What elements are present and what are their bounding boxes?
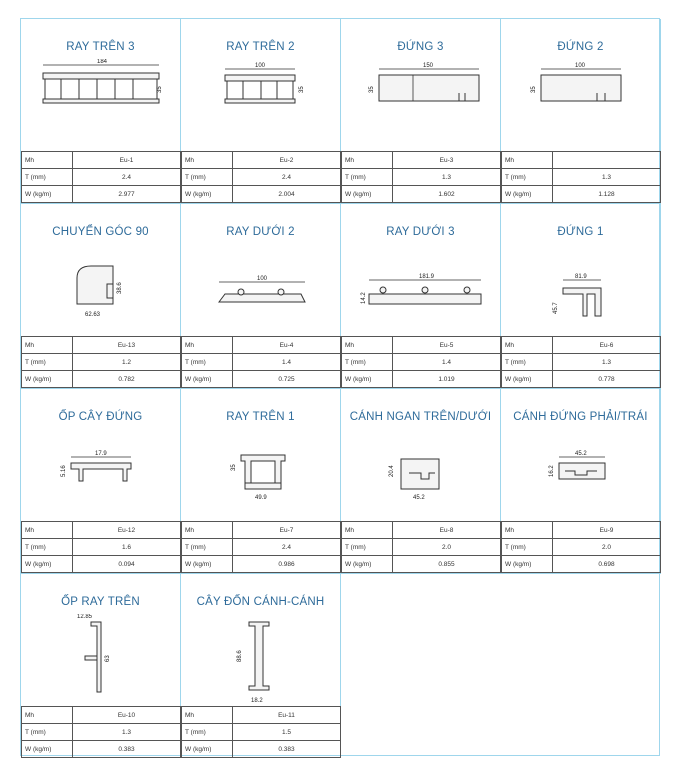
profile-title: ĐỨNG 1: [557, 226, 604, 238]
svg-text:35: 35: [231, 464, 237, 471]
spec-table: Mh Eu-2 T (mm) 2.4 W (kg/m) 2.004: [181, 151, 341, 203]
catalog-sheet: [20, 18, 660, 756]
profile-card: [501, 204, 661, 389]
svg-text:18.2: 18.2: [251, 698, 263, 704]
spec-table: Mh Eu-10 T (mm) 1.3 W (kg/m) 0.383: [21, 706, 181, 758]
profile-drawing: [501, 244, 661, 334]
svg-text:150: 150: [423, 63, 434, 69]
svg-text:88.6: 88.6: [237, 650, 243, 662]
profile-card: [181, 389, 341, 574]
svg-text:63: 63: [105, 655, 111, 662]
profile-card: [341, 204, 501, 389]
profile-drawing: [181, 244, 341, 334]
profile-title: CÂY ĐỐN CÁNH-CÁNH: [196, 596, 325, 608]
profile-title: ỐP RAY TRÊN: [61, 596, 140, 608]
profile-drawing: [501, 59, 661, 149]
profile-title: ỐP CÂY ĐỨNG: [58, 411, 143, 423]
svg-text:45.2: 45.2: [575, 451, 587, 457]
profile-drawing: [21, 244, 181, 334]
profile-drawing: [21, 59, 181, 149]
spec-table: Mh Eu-11 T (mm) 1.5 W (kg/m) 0.383: [181, 706, 341, 758]
profile-card: [21, 19, 181, 204]
profile-drawing: [501, 429, 661, 519]
spec-table: Mh Eu-3 T (mm) 1.3 W (kg/m) 1.602: [341, 151, 501, 203]
svg-text:35: 35: [369, 86, 375, 93]
svg-text:62.63: 62.63: [85, 312, 101, 318]
profile-title: CÁNH ĐỨNG PHẢI/TRÁI: [513, 411, 648, 423]
svg-text:5.16: 5.16: [61, 465, 67, 477]
spec-table: Mh Eu-8 T (mm) 2.0 W (kg/m) 0.855: [341, 521, 501, 573]
svg-text:100: 100: [575, 63, 586, 69]
svg-text:14.2: 14.2: [361, 292, 367, 304]
spec-table: Mh Eu-6 T (mm) 1.3 W (kg/m) 0.778: [501, 336, 661, 388]
spec-table: Mh Eu-13 T (mm) 1.2 W (kg/m) 0.782: [21, 336, 181, 388]
profile-card: [501, 19, 661, 204]
spec-table: Mh Eu-1 T (mm) 2.4 W (kg/m) 2.977: [21, 151, 181, 203]
svg-text:45.7: 45.7: [553, 302, 559, 314]
svg-text:181.9: 181.9: [419, 274, 435, 280]
svg-text:49.9: 49.9: [255, 495, 267, 501]
profile-card: [341, 389, 501, 574]
spec-table: Mh Eu-9 T (mm) 2.0 W (kg/m) 0.698: [501, 521, 661, 573]
svg-text:100: 100: [255, 63, 266, 69]
spec-table: Mh T (mm) 1.3 W (kg/m) 1.128: [501, 151, 661, 203]
svg-text:35: 35: [299, 86, 305, 93]
profile-card: [21, 389, 181, 574]
spec-table: Mh Eu-12 T (mm) 1.6 W (kg/m) 0.094: [21, 521, 181, 573]
profile-title: RAY TRÊN 2: [226, 41, 295, 53]
profile-card: [341, 19, 501, 204]
spec-table: Mh Eu-5 T (mm) 1.4 W (kg/m) 1.019: [341, 336, 501, 388]
svg-text:38.6: 38.6: [117, 282, 123, 294]
profile-card: [181, 574, 341, 757]
profile-drawing: [181, 429, 341, 519]
spec-table: Mh Eu-4 T (mm) 1.4 W (kg/m) 0.725: [181, 336, 341, 388]
profile-card: [21, 204, 181, 389]
profile-drawing: [21, 429, 181, 519]
profile-drawing: [181, 59, 341, 149]
svg-text:20.4: 20.4: [389, 465, 395, 477]
dim-label: 184: [97, 59, 108, 65]
profile-title: RAY DƯỚI 3: [386, 226, 455, 238]
profile-card: [21, 574, 181, 757]
profile-drawing: [181, 614, 341, 704]
profile-card: [181, 19, 341, 204]
profile-title: RAY TRÊN 1: [226, 411, 295, 423]
profile-title: ĐỨNG 2: [557, 41, 604, 53]
svg-text:100: 100: [257, 276, 268, 282]
profile-title: RAY DƯỚI 2: [226, 226, 295, 238]
profile-drawing: [341, 59, 501, 149]
profile-card: [181, 204, 341, 389]
profile-drawing: [21, 614, 181, 704]
profile-card: [501, 389, 661, 574]
profile-title: CHUYỂN GÓC 90: [52, 226, 149, 238]
svg-text:12.85: 12.85: [77, 614, 93, 620]
profile-title: RAY TRÊN 3: [66, 41, 135, 53]
spec-table: Mh Eu-7 T (mm) 2.4 W (kg/m) 0.986: [181, 521, 341, 573]
svg-text:17.9: 17.9: [95, 451, 107, 457]
svg-text:81.9: 81.9: [575, 274, 587, 280]
profile-title: ĐỨNG 3: [397, 41, 444, 53]
dim-label: 35: [157, 86, 163, 93]
profile-drawing: [341, 429, 501, 519]
svg-text:45.2: 45.2: [413, 495, 425, 501]
profile-title: CÁNH NGAN TRÊN/DƯỚI: [349, 411, 492, 423]
profile-drawing: [341, 244, 501, 334]
svg-text:16.2: 16.2: [549, 465, 555, 477]
svg-text:35: 35: [531, 86, 537, 93]
